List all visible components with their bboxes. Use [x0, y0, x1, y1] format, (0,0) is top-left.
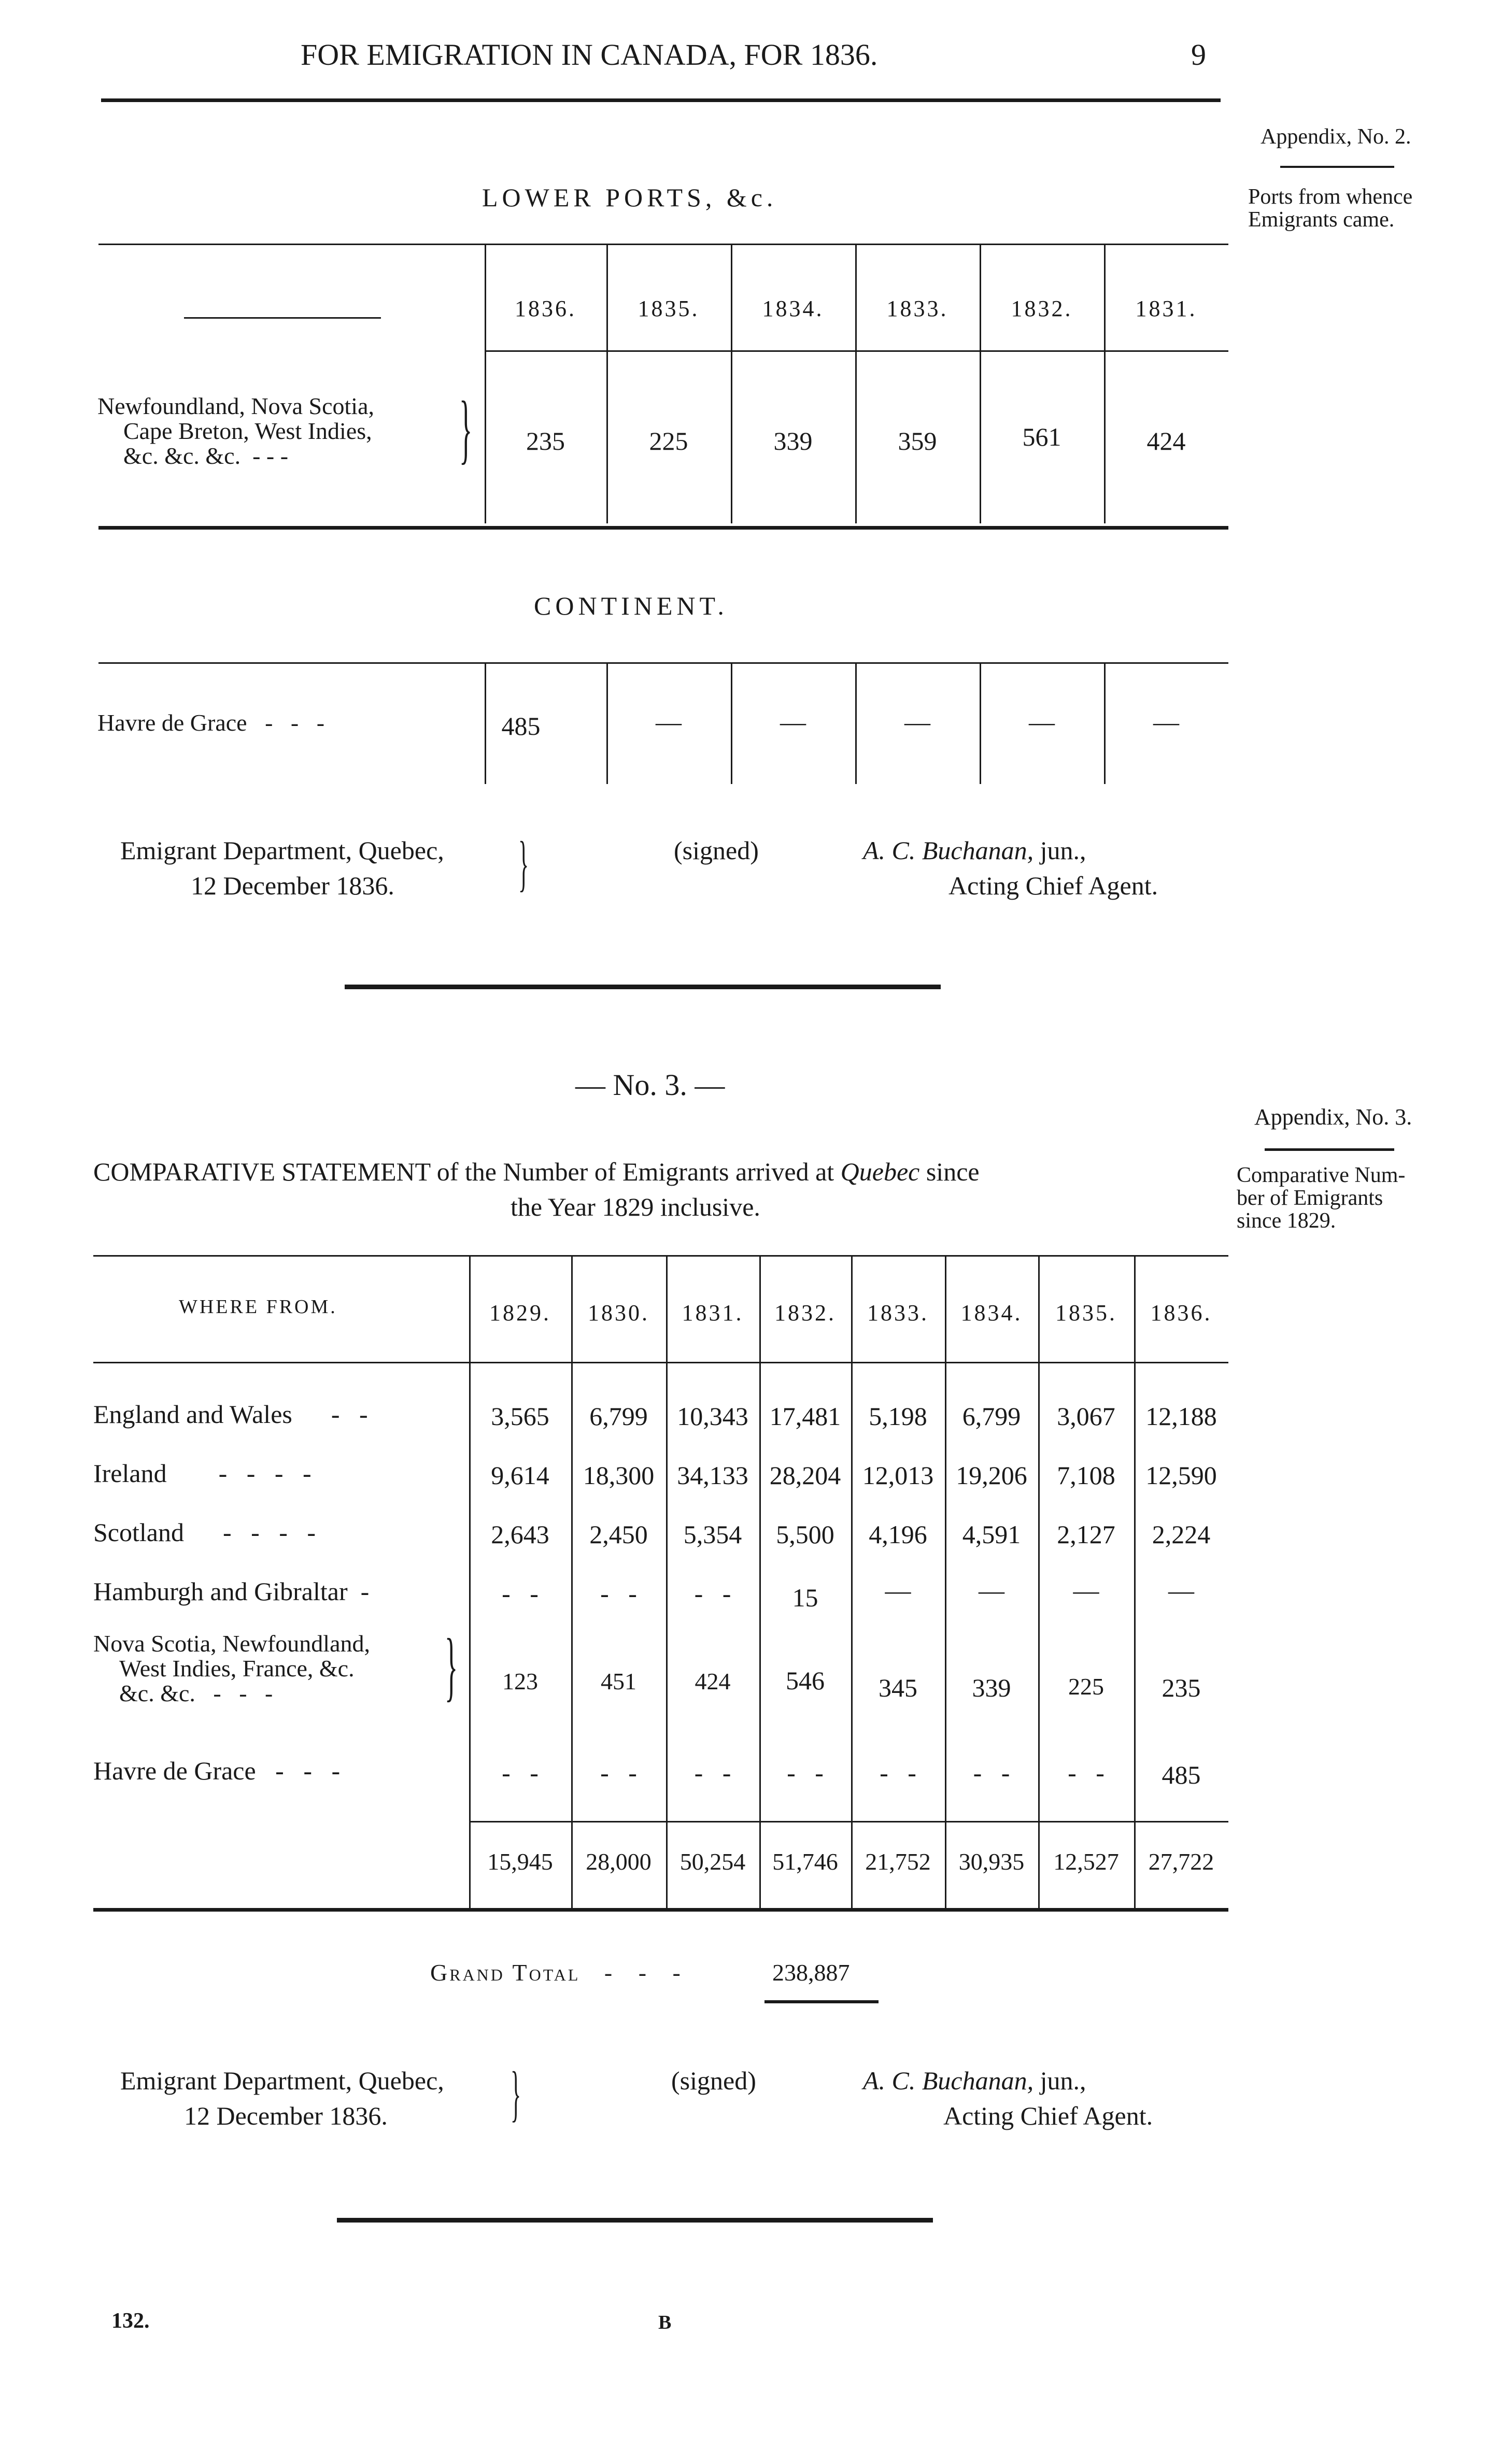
value-cell: 5,198: [869, 1402, 927, 1431]
value-cell: 485: [501, 711, 541, 740]
col-sep: [731, 244, 732, 523]
total-cell: 12,527: [1053, 1848, 1119, 1875]
value-cell: 235: [1162, 1673, 1201, 1702]
value-cell: —: [780, 707, 806, 736]
sidebar-rule-2: [1280, 166, 1394, 168]
value-cell: 359: [898, 426, 937, 455]
value-cell: 18,300: [583, 1461, 655, 1490]
value-cell: 225: [649, 426, 688, 455]
value-cell: 485: [1162, 1760, 1201, 1789]
row-label-england: England and Wales - -: [93, 1400, 368, 1429]
value-cell: —: [1168, 1576, 1194, 1605]
signatory-name: A. C. Buchanan, jun.,: [863, 836, 1086, 865]
value-cell: 5,500: [776, 1520, 834, 1549]
where-from-header: WHERE FROM.: [179, 1296, 337, 1318]
grand-total-value: 238,887: [772, 1959, 850, 1986]
year-header: 1830.: [588, 1300, 649, 1326]
total-cell: 27,722: [1148, 1848, 1214, 1875]
col-sep: [980, 244, 981, 523]
brace: }: [445, 1623, 458, 1709]
row-label-havre: Havre de Grace - - -: [97, 709, 325, 736]
value-cell: 5,354: [683, 1520, 742, 1549]
value-cell: - -: [502, 1579, 539, 1608]
row-label-nova-scotia: Nova Scotia, Newfoundland, West Indies, France, &c. &c. &c. - - -: [93, 1630, 370, 1706]
brace: }: [511, 2059, 521, 2128]
continent-heading: CONTINENT.: [534, 591, 728, 620]
value-cell: 3,565: [491, 1402, 549, 1431]
sidebar-note-2: Ports from whence Emigrants came.: [1248, 185, 1413, 232]
footer-page-ref: 132.: [111, 2309, 150, 2333]
date-line: 12 December 1836.: [184, 2101, 388, 2130]
sidebar-note-3: Comparative Num- ber of Emigrants since 1829.: [1237, 1163, 1406, 1233]
signed-label: (signed): [671, 2066, 756, 2095]
brace: }: [459, 386, 473, 472]
sidebar-rule-3: [1265, 1148, 1394, 1151]
value-cell: 2,127: [1057, 1520, 1115, 1549]
row-label-hamburgh: Hamburgh and Gibraltar -: [93, 1577, 370, 1606]
value-cell: 19,206: [956, 1461, 1027, 1490]
value-cell: - -: [694, 1579, 731, 1608]
signatory-role: Acting Chief Agent.: [943, 2101, 1153, 2130]
value-cell: 123: [502, 1668, 538, 1694]
total-cell: 15,945: [487, 1848, 553, 1875]
value-cell: 7,108: [1057, 1461, 1115, 1490]
value-cell: 12,188: [1145, 1402, 1217, 1431]
value-cell: 6,799: [589, 1402, 648, 1431]
sidebar-appendix-2: Appendix, No. 2.: [1261, 125, 1411, 149]
year-header: 1834.: [960, 1300, 1023, 1326]
year-header: 1832.: [774, 1300, 836, 1326]
value-cell: 561: [1022, 422, 1061, 451]
year-header: 1829.: [489, 1300, 551, 1326]
header-rule: [101, 98, 1221, 102]
dept-line: Emigrant Department, Quebec,: [120, 836, 444, 865]
value-cell: - -: [502, 1758, 539, 1787]
total-cell: 51,746: [772, 1848, 838, 1875]
continent-top-rule: [98, 662, 1228, 664]
value-cell: —: [1153, 707, 1179, 736]
value-cell: —: [1029, 707, 1055, 736]
year-header: 1836.: [1150, 1300, 1212, 1326]
value-cell: 546: [786, 1666, 825, 1695]
value-cell: 12,013: [862, 1461, 934, 1490]
dept-line: Emigrant Department, Quebec,: [120, 2066, 444, 2095]
grand-total-label: Grand Total - - -: [430, 1959, 683, 1986]
value-cell: 28,204: [769, 1461, 841, 1490]
year-header-rule: [485, 350, 1228, 352]
year-header: 1833.: [867, 1300, 929, 1326]
row-label-lower-ports: Newfoundland, Nova Scotia, Cape Breton, West Indies, &c. &c. &c. - - -: [97, 393, 374, 469]
row-label-havre-3: Havre de Grace - - -: [93, 1756, 341, 1785]
value-cell: 424: [1146, 426, 1186, 455]
value-cell: - -: [973, 1758, 1010, 1787]
value-cell: - -: [1068, 1758, 1104, 1787]
stub-heading-rule: [184, 317, 381, 319]
value-cell: 17,481: [769, 1402, 841, 1431]
value-cell: —: [656, 707, 682, 736]
signature-mark: B: [658, 2312, 672, 2333]
year-header: 1831.: [1135, 296, 1197, 321]
total-cell: 28,000: [586, 1848, 652, 1875]
value-cell: 2,224: [1152, 1520, 1211, 1549]
total-cell: 30,935: [958, 1848, 1025, 1875]
totals-rule: [469, 1821, 1228, 1822]
year-header: 1831.: [682, 1300, 744, 1326]
brace: }: [518, 829, 529, 898]
row-label-scotland: Scotland - - - -: [93, 1518, 316, 1547]
value-cell: 3,067: [1057, 1402, 1115, 1431]
lower-ports-top-rule: [98, 244, 1228, 245]
table3-bottom-rule: [93, 1908, 1228, 1912]
value-cell: 2,450: [589, 1520, 648, 1549]
running-title: FOR EMIGRATION IN CANADA, FOR 1836.: [301, 38, 878, 72]
value-cell: 2,643: [491, 1520, 549, 1549]
col-sep: [606, 244, 608, 523]
sidebar-appendix-3: Appendix, No. 3.: [1254, 1104, 1412, 1130]
year-header: 1835.: [1055, 1300, 1117, 1326]
col-sep: [1104, 244, 1106, 523]
value-cell: 339: [773, 426, 813, 455]
statement-title-line2: the Year 1829 inclusive.: [511, 1192, 760, 1221]
value-cell: —: [979, 1576, 1004, 1605]
value-cell: 4,591: [962, 1520, 1021, 1549]
value-cell: —: [1073, 1576, 1099, 1605]
value-cell: 9,614: [491, 1461, 549, 1490]
value-cell: - -: [600, 1758, 637, 1787]
year-header: 1835.: [638, 296, 700, 321]
page-number: 9: [1191, 38, 1206, 72]
section-divider: [345, 985, 941, 989]
year-header: 1836.: [515, 296, 576, 321]
value-cell: 225: [1068, 1673, 1104, 1700]
signatory-role: Acting Chief Agent.: [948, 871, 1158, 900]
signatory-name: A. C. Buchanan, jun.,: [863, 2066, 1086, 2095]
value-cell: 34,133: [677, 1461, 748, 1490]
value-cell: 4,196: [869, 1520, 927, 1549]
value-cell: 15: [792, 1583, 818, 1612]
table3-header-rule: [93, 1362, 1228, 1363]
total-cell: 50,254: [679, 1848, 746, 1875]
lower-ports-bottom-rule: [98, 526, 1228, 530]
row-label-ireland: Ireland - - - -: [93, 1459, 311, 1488]
statement-title: COMPARATIVE STATEMENT of the Number of Emigrants arrived at Quebec since: [93, 1157, 980, 1186]
total-cell: 21,752: [865, 1848, 931, 1875]
table3-top-rule: [93, 1255, 1228, 1257]
value-cell: 424: [695, 1668, 731, 1694]
year-header: 1834.: [762, 296, 824, 321]
date-line: 12 December 1836.: [191, 871, 394, 900]
col-sep: [485, 244, 486, 523]
signed-label: (signed): [674, 836, 759, 865]
value-cell: 12,590: [1145, 1461, 1217, 1490]
value-cell: - -: [787, 1758, 824, 1787]
value-cell: 235: [526, 426, 565, 455]
value-cell: 451: [601, 1668, 636, 1694]
value-cell: - -: [880, 1758, 916, 1787]
value-cell: 339: [972, 1673, 1011, 1702]
grand-total-rule: [764, 2000, 879, 2003]
value-cell: - -: [694, 1758, 731, 1787]
value-cell: —: [904, 707, 930, 736]
section-number: — No. 3. —: [575, 1068, 725, 1102]
value-cell: - -: [600, 1579, 637, 1608]
value-cell: 6,799: [962, 1402, 1021, 1431]
col-sep: [759, 1255, 761, 1908]
lower-ports-heading: LOWER PORTS, &c.: [482, 183, 777, 212]
value-cell: —: [885, 1576, 911, 1605]
closing-divider: [337, 2218, 933, 2223]
value-cell: 345: [879, 1673, 917, 1702]
col-sep: [855, 244, 857, 523]
year-header: 1833.: [886, 296, 948, 321]
year-header: 1832.: [1011, 296, 1073, 321]
value-cell: 10,343: [677, 1402, 748, 1431]
